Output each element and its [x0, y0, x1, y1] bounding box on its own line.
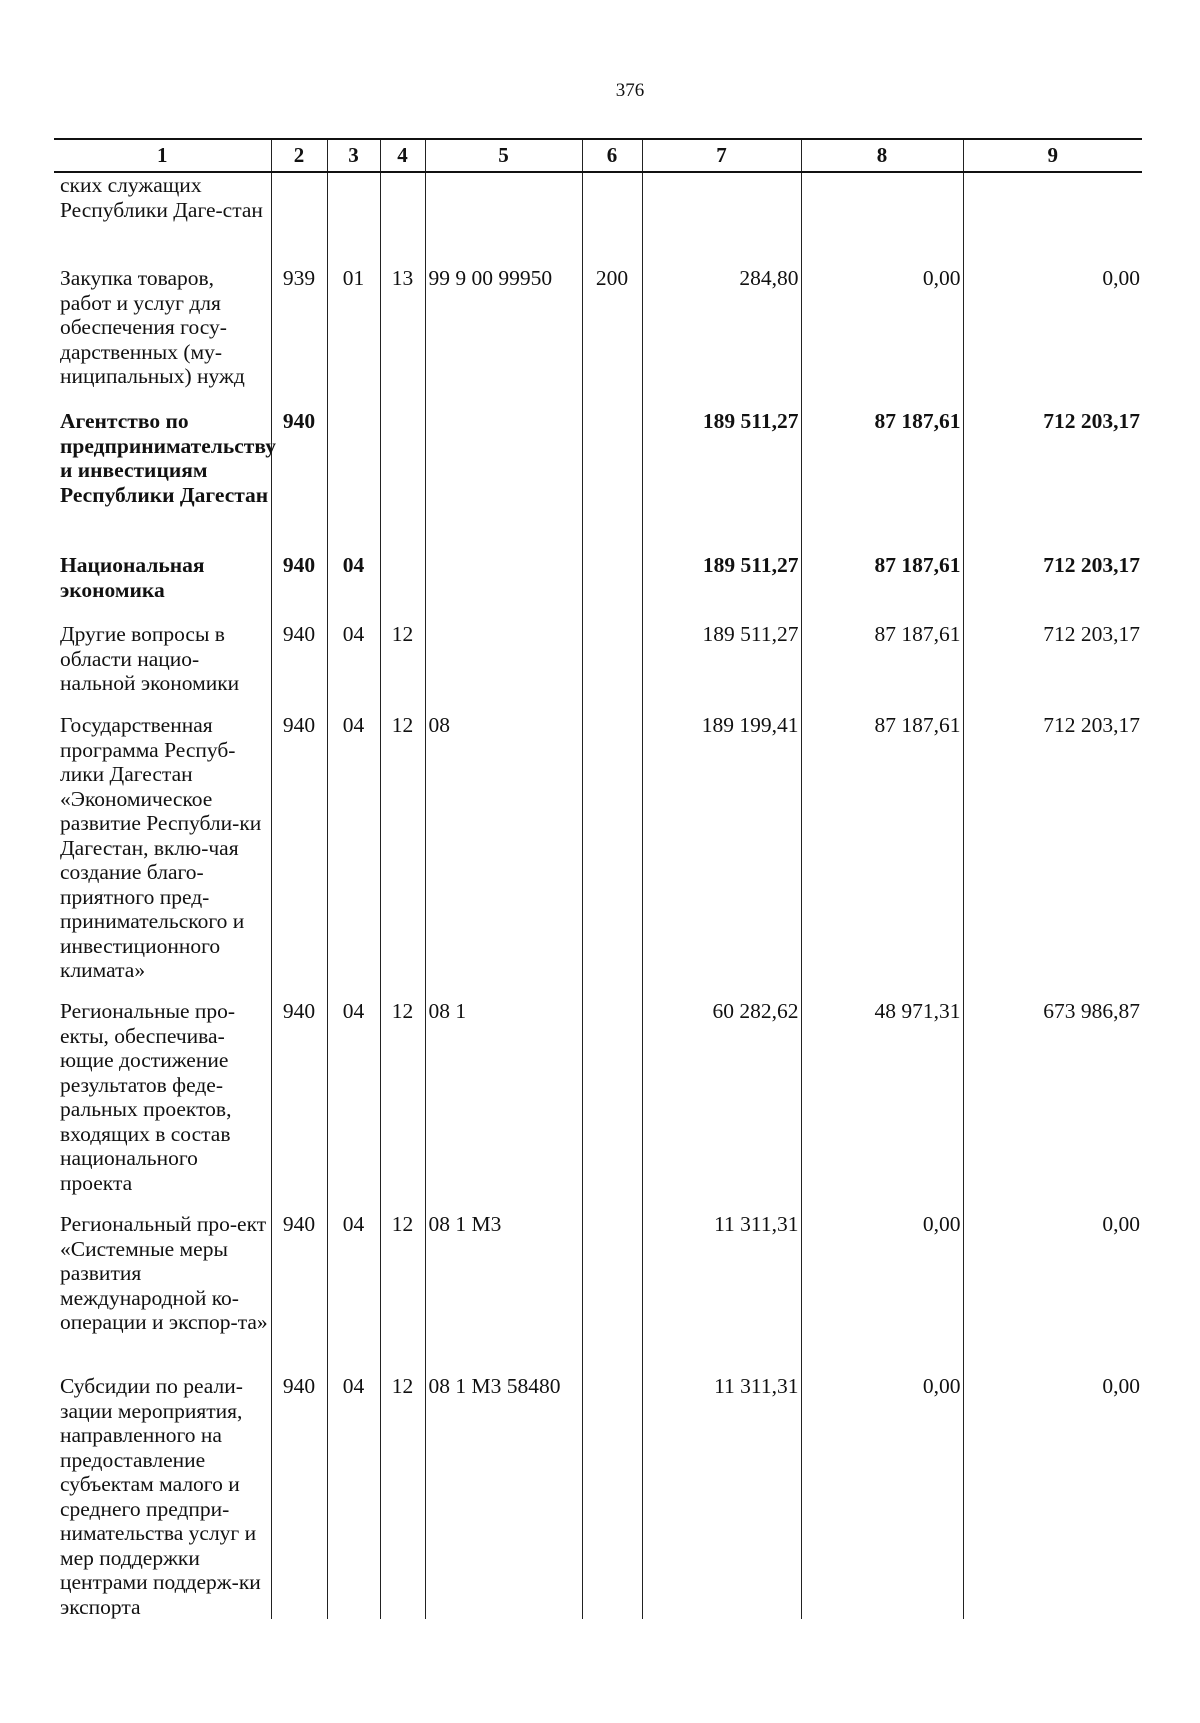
cell-ministry-code: 940 [271, 406, 327, 550]
cell-target-article: 08 1 [425, 996, 582, 1209]
row-name: Региональный про-ект «Системные меры развития международной ко-операции и экспор-та» [60, 1212, 268, 1334]
cell-subsection-code [380, 550, 425, 619]
cell-subsection-code: 12 [380, 996, 425, 1209]
row-name: Региональные про-екты, обеспечива-ющие достижение результатов феде-ральных проектов, входящих в состав национального проекта [60, 999, 236, 1195]
header-col-7: 7 [642, 139, 801, 172]
cell-section-code: 04 [327, 710, 380, 996]
table-row [54, 263, 1142, 406]
header-col-6: 6 [582, 139, 642, 172]
cell-ministry-code: 939 [271, 263, 327, 406]
row-name: ских служащих Республики Даге-стан [60, 173, 263, 222]
cell-target-article: 08 [425, 710, 582, 996]
header-col-4: 4 [380, 139, 425, 172]
cell-target-article: 99 9 00 99950 [425, 263, 582, 406]
table-row [54, 1371, 1142, 1619]
table-row [54, 406, 1142, 550]
cell-amount-col8: 87 187,61 [801, 710, 963, 996]
cell-ministry-code [271, 172, 327, 263]
cell-amount-col8 [801, 172, 963, 263]
cell-amount-col8: 87 187,61 [801, 619, 963, 710]
cell-ministry-code: 940 [271, 1209, 327, 1371]
cell-section-code: 04 [327, 1371, 380, 1619]
cell-section-code [327, 172, 380, 263]
cell-subsection-code: 12 [380, 1209, 425, 1371]
cell-target-article [425, 550, 582, 619]
header-col-8: 8 [801, 139, 963, 172]
cell-ministry-code: 940 [271, 550, 327, 619]
cell-expense-type [582, 710, 642, 996]
cell-amount-col7: 60 282,62 [642, 996, 801, 1209]
row-name: Субсидии по реали-зации мероприятия, направленного на предоставление субъектам малого и среднего предпри-нимательства услуг и мер поддержки центрами поддерж-ки экспорта [60, 1374, 261, 1619]
table-row [54, 996, 1142, 1209]
cell-expense-type [582, 996, 642, 1209]
cell-ministry-code: 940 [271, 619, 327, 710]
header-col-1: 1 [54, 139, 271, 172]
row-name: Государственная программа Респуб-лики Дагестан «Экономическое развитие Республи-ки Дагестан, вклю-чая создание благо-приятного пред-принимательского и инвестиционного климата» [60, 713, 262, 982]
table-row [54, 550, 1142, 619]
cell-ministry-code: 940 [271, 710, 327, 996]
cell-section-code: 04 [327, 550, 380, 619]
table-row [54, 1209, 1142, 1371]
header-row [54, 139, 1142, 172]
header-col-5: 5 [425, 139, 582, 172]
cell-expense-type: 200 [582, 263, 642, 406]
cell-section-code: 04 [327, 1209, 380, 1371]
cell-amount-col9: 712 203,17 [963, 619, 1142, 710]
cell-subsection-code: 12 [380, 1371, 425, 1619]
cell-amount-col7 [642, 172, 801, 263]
cell-amount-col7: 284,80 [642, 263, 801, 406]
cell-amount-col9: 0,00 [963, 1209, 1142, 1371]
cell-target-article [425, 172, 582, 263]
cell-amount-col8: 87 187,61 [801, 406, 963, 550]
cell-amount-col7: 189 511,27 [642, 550, 801, 619]
cell-expense-type [582, 1209, 642, 1371]
row-name: Агентство по предпринимательству и инвестициям Республики Дагестан [60, 409, 276, 507]
cell-target-article [425, 406, 582, 550]
table-body [54, 172, 1142, 1619]
cell-ministry-code: 940 [271, 996, 327, 1209]
cell-section-code: 04 [327, 996, 380, 1209]
cell-expense-type [582, 619, 642, 710]
cell-ministry-code: 940 [271, 1371, 327, 1619]
cell-amount-col7: 11 311,31 [642, 1209, 801, 1371]
header-col-2: 2 [271, 139, 327, 172]
cell-amount-col9: 0,00 [963, 263, 1142, 406]
cell-amount-col8: 0,00 [801, 263, 963, 406]
cell-amount-col8: 87 187,61 [801, 550, 963, 619]
page-number: 376 [615, 80, 645, 101]
cell-amount-col7: 11 311,31 [642, 1371, 801, 1619]
cell-subsection-code: 12 [380, 710, 425, 996]
cell-section-code: 01 [327, 263, 380, 406]
cell-subsection-code: 13 [380, 263, 425, 406]
table-row [54, 172, 1142, 263]
cell-amount-col9: 712 203,17 [963, 710, 1142, 996]
cell-target-article: 08 1 М3 [425, 1209, 582, 1371]
cell-expense-type [582, 172, 642, 263]
cell-amount-col7: 189 511,27 [642, 619, 801, 710]
cell-amount-col9: 712 203,17 [963, 406, 1142, 550]
cell-amount-col8: 0,00 [801, 1371, 963, 1619]
cell-amount-col7: 189 511,27 [642, 406, 801, 550]
cell-target-article [425, 619, 582, 710]
cell-subsection-code: 12 [380, 619, 425, 710]
cell-subsection-code [380, 172, 425, 263]
cell-amount-col9: 712 203,17 [963, 550, 1142, 619]
row-name: Другие вопросы в области нацио-нальной экономики [60, 622, 240, 695]
cell-subsection-code [380, 406, 425, 550]
cell-amount-col7: 189 199,41 [642, 710, 801, 996]
cell-amount-col8: 48 971,31 [801, 996, 963, 1209]
header-col-9: 9 [963, 139, 1142, 172]
row-name: Национальная экономика [60, 553, 205, 602]
cell-target-article: 08 1 М3 58480 [425, 1371, 582, 1619]
cell-expense-type [582, 550, 642, 619]
table-row [54, 710, 1142, 996]
cell-expense-type [582, 1371, 642, 1619]
cell-section-code: 04 [327, 619, 380, 710]
budget-table [54, 138, 1142, 1619]
cell-amount-col9 [963, 172, 1142, 263]
cell-amount-col8: 0,00 [801, 1209, 963, 1371]
table-row [54, 619, 1142, 710]
table-header [54, 139, 1142, 172]
cell-amount-col9: 0,00 [963, 1371, 1142, 1619]
cell-amount-col9: 673 986,87 [963, 996, 1142, 1209]
cell-expense-type [582, 406, 642, 550]
cell-section-code [327, 406, 380, 550]
header-col-3: 3 [327, 139, 380, 172]
row-name: Закупка товаров, работ и услуг для обеспечения госу-дарственных (му-ниципальных) нужд [60, 266, 245, 388]
